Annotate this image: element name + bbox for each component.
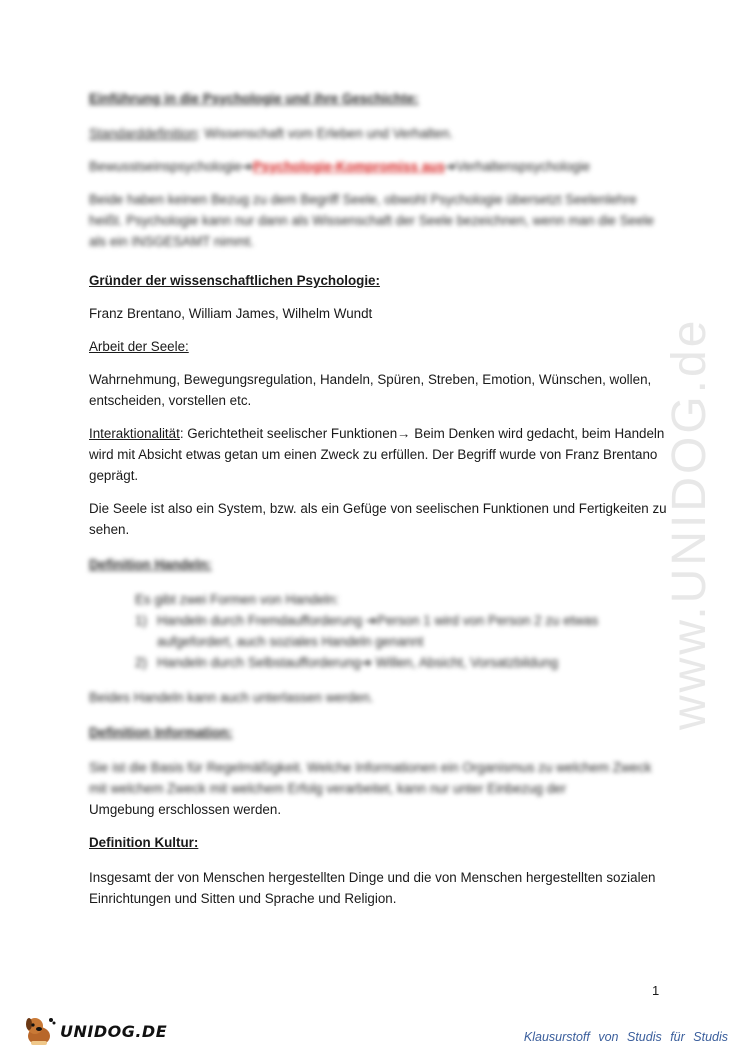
arrow-right-icon: ➔ xyxy=(241,159,253,174)
soul-work-text: Wahrnehmung, Bewegungsregulation, Handeln, Spüren, Streben, Emotion, Wünschen, wollen, entscheiden, vorstellen etc. xyxy=(89,372,652,408)
information-text-clear: Umgebung erschlossen werden. xyxy=(89,802,282,817)
standard-definition xyxy=(89,123,669,144)
psychology-compromise-line xyxy=(89,156,669,177)
founders-text: Franz Brentano, William James, Wilhelm Wundt xyxy=(89,306,373,321)
list-item: 2) Handeln durch Selbstaufforderung➔ Willen, Absicht, Vorsatzbildung xyxy=(135,655,559,670)
unidog-logo[interactable] xyxy=(22,1013,167,1049)
information-heading: Definition Information: xyxy=(89,725,233,740)
handeln-list xyxy=(89,610,669,673)
watermark: www.UNIDOG.de xyxy=(663,317,716,730)
interactionality-label: Interaktionalität xyxy=(89,426,180,441)
footer-tagline: Klausurstoff von Studis für Studis xyxy=(523,1030,728,1044)
document-title: Einführung in die Psychologie und ihre Geschichte: xyxy=(89,91,419,106)
interactionality-paragraph xyxy=(89,423,669,486)
system-paragraph: Die Seele ist also ein System, bzw. als ein Gefüge von seelischen Funktionen und Fertigkeiten zu sehen. xyxy=(89,501,667,537)
arrow-right-icon: ➔ xyxy=(444,159,457,174)
behavior-psychology: Verhaltenspsychologie xyxy=(456,159,591,174)
list-item: 1) Handeln durch Fremdaufforderung ➔Person 1 wird von Person 2 zu etwas aufgefordert, auch soziales Handeln genannt xyxy=(135,613,599,649)
document-body xyxy=(89,88,669,909)
compromise-link[interactable]: Psychologie-Kompromiss aus xyxy=(252,159,445,174)
soul-paragraph: Beide haben keinen Bezug zu dem Begriff Seele, obwohl Psychologie übersetzt Seelenlehre heißt. Psychologie kann nur dann als Wissenschaft der Seele bezeichnen, wenn man die Seele als ein INSGESAMT nimmt. xyxy=(89,192,654,249)
handeln-block xyxy=(89,589,669,673)
information-paragraph xyxy=(89,757,669,820)
standard-definition-text: : Wissenschaft vom Erleben und Verhalten. xyxy=(196,126,453,141)
consciousness-psychology: Bewusstseinspsychologie xyxy=(89,159,242,174)
interactionality-text: : Gerichtetheit seelischer Funktionen→ Beim Denken wird gedacht, beim Handeln wird mit Absicht etwas getan um einen Zweck zu erfüllen. Der Begriff wurde von Franz Brentano geprägt. xyxy=(89,426,665,483)
page-number: 1 xyxy=(652,983,660,998)
information-text-blurred: Sie ist die Basis für Regelmäßigkeit. Welche Informationen ein Organismus zu welchem Zweck mit welchem Zweck mit welchem Erfolg verarbeitet, kann nur unter Einbezug der xyxy=(89,760,652,796)
dog-icon xyxy=(22,1014,56,1048)
standard-definition-label: Standarddefinition xyxy=(89,126,197,141)
soul-work-heading: Arbeit der Seele: xyxy=(89,339,189,354)
kultur-heading: Definition Kultur: xyxy=(89,835,199,850)
kultur-text: Insgesamt der von Menschen hergestellten Dinge und die von Menschen hergestellten sozialen Einrichtungen und Sitten und Sprache und Religion. xyxy=(89,870,656,906)
handeln-heading: Definition Handeln: xyxy=(89,557,212,572)
handeln-outro: Beides Handeln kann auch unterlassen werden. xyxy=(89,690,374,705)
logo-text: UNIDOG.DE xyxy=(60,1021,168,1041)
handeln-intro: Es gibt zwei Formen von Handeln: xyxy=(135,592,339,607)
founders-heading: Gründer der wissenschaftlichen Psychologie: xyxy=(89,273,380,288)
